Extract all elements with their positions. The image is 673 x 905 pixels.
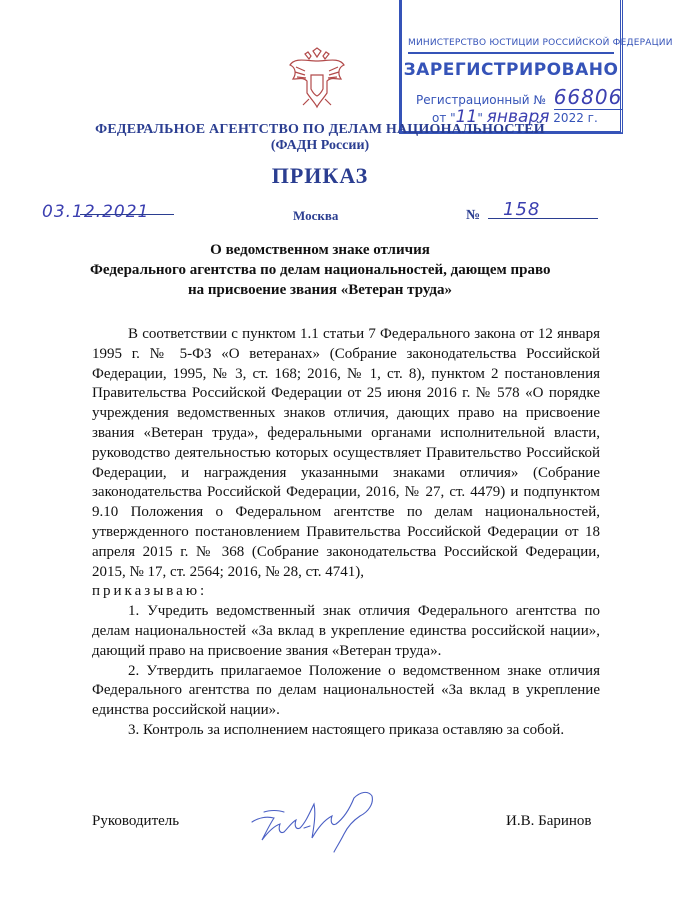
preamble-text: В соответствии с пунктом 1.1 статьи 7 Федерального закона от 12 января 1995 г. № 5-ФЗ «О ветеранах» (Собрание законодательства Российской Федерации, 1995, № 3, ст. 168; 2016, № 1, ст. 8), пунктом 2 постановления Правительства Российской Федерации от 25 июня 2016 г. № 578 «О порядке учреждения ведомственных знаков отличия, дающих право на присвоение звания «Ветеран труда», федеральными органами исполнительной власти, руководство деятельностью которых осуществляет Правительство Российской Федерации, и награждения указанными знаками отличия» (Собрание законодательства Российской Федерации, 2016, № 27, ст. 4479) и подпунктом 9.10 Положения о Федеральном агентстве по делам национальностей, утвержденного постановлением Правительства Российской Федерации от 18 апреля 2015 г. № 368 (Собрание законодательства Российской Федерации, 2015, № 17, ст. 2564; 2016, № 28, ст. 4741), bbox=[92, 326, 600, 580]
handwritten-signature-icon bbox=[244, 782, 394, 852]
stamp-date-month: января bbox=[486, 107, 550, 127]
stamp-reg-label: Регистрационный № bbox=[416, 93, 546, 107]
stamp-date-sep: " bbox=[477, 111, 483, 125]
stamp-date-day: 11 bbox=[455, 107, 478, 127]
stamp-reg-number: 66806 bbox=[553, 85, 623, 109]
stamp-registered: ЗАРЕГИСТРИРОВАНО bbox=[403, 60, 619, 80]
signer-name: И.В. Баринов bbox=[506, 813, 592, 829]
stamp-date-year: 2022 г. bbox=[553, 111, 598, 125]
order-subject bbox=[90, 240, 550, 300]
stamp-ministry: МИНИСТЕРСТВО ЮСТИЦИИ РОССИЙСКОЙ ФЕДЕРАЦИИ bbox=[408, 38, 614, 54]
order-word-paragraph bbox=[92, 582, 600, 602]
russian-coat-of-arms-icon bbox=[287, 47, 347, 111]
number-underline bbox=[488, 218, 598, 219]
preamble bbox=[92, 325, 600, 582]
order-word: приказываю: bbox=[92, 583, 208, 600]
agency-short-name: (ФАДН России) bbox=[270, 138, 370, 153]
agency-name: ФЕДЕРАЛЬНОЕ АГЕНТСТВО ПО ДЕЛАМ НАЦИОНАЛЬНОСТЕЙ bbox=[95, 122, 545, 137]
subject-line-1: О ведомственном знаке отличия bbox=[210, 242, 430, 258]
order-number-label: № bbox=[466, 208, 481, 223]
date-underline bbox=[80, 214, 174, 215]
registration-stamp bbox=[399, 0, 673, 134]
order-number: 158 bbox=[503, 199, 541, 220]
item-1: 1. Учредить ведомственный знак отличия Федерального агентства по делам национальностей «За вклад в укрепление единства российской нации», дающий право на присвоение звания «Ветеран труда». bbox=[92, 603, 600, 659]
subject-line-3: на присвоение звания «Ветеран труда» bbox=[187, 282, 453, 298]
item-2: 2. Утвердить прилагаемое Положение о ведомственном знаке отличия Федерального агентства по делам национальностей «За вклад в укрепление единства российской нации». bbox=[92, 662, 600, 719]
subject-line-2: Федерального агентства по делам национальностей, дающем право bbox=[90, 262, 551, 278]
order-title: ПРИКАЗ bbox=[271, 163, 369, 188]
stamp-date-prefix: от " bbox=[432, 111, 456, 125]
item-3: 3. Контроль за исполнением настоящего приказа оставляю за собой. bbox=[128, 721, 565, 738]
order-city: Москва bbox=[293, 208, 339, 223]
order-body bbox=[92, 325, 600, 741]
signer-title: Руководитель bbox=[92, 813, 180, 829]
order-date: 03.12.2021 bbox=[42, 202, 150, 222]
stamp-reg-number-row bbox=[416, 85, 622, 109]
